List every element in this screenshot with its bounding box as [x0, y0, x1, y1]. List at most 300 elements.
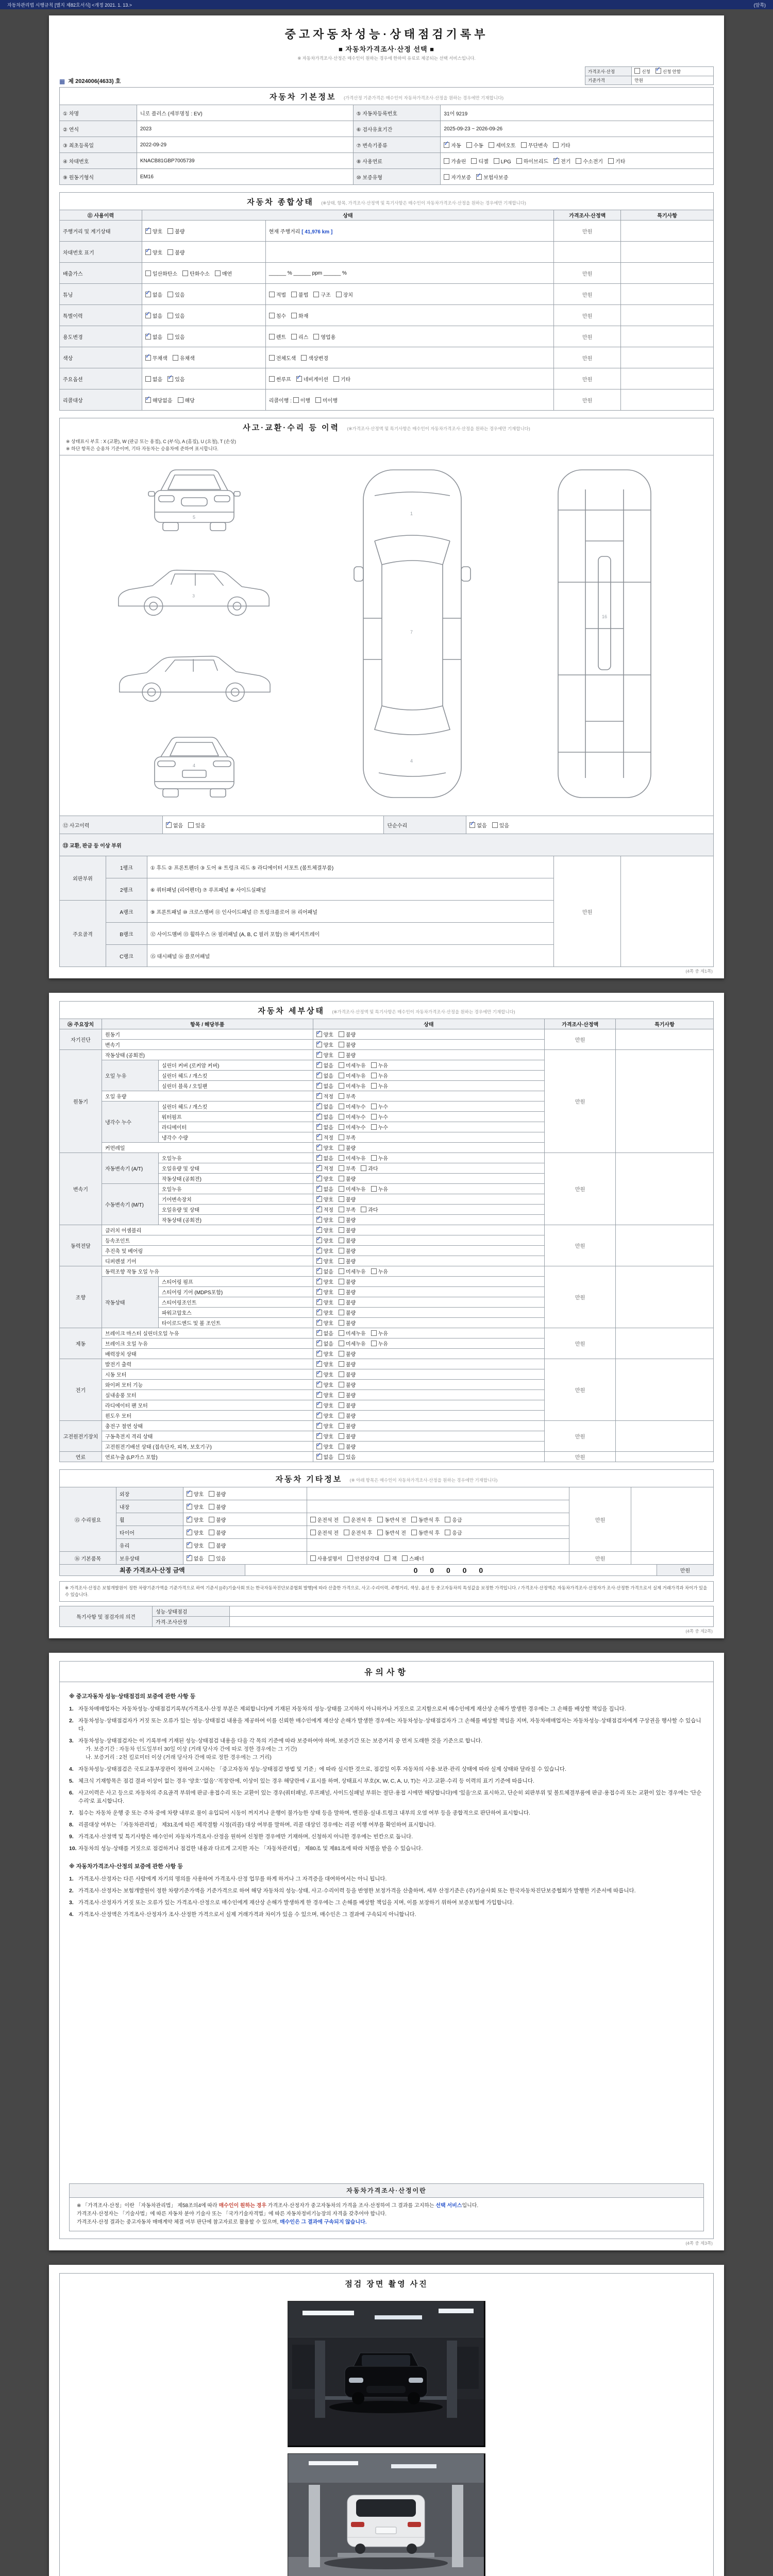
detail-row — [60, 1153, 714, 1163]
checkbox — [494, 158, 499, 164]
checkbox-option: ✓ 양호 — [316, 1175, 333, 1182]
checkbox — [145, 355, 151, 361]
checkbox-option: 불량 — [209, 1516, 226, 1523]
section-title: 사고·교환·수리 등 이력 — [243, 423, 340, 432]
definition-box-title: 자동차가격조사·산정이란 — [70, 2184, 703, 2198]
checkbox-option: ✓ 양호 — [316, 1381, 333, 1388]
other-group-label: ⑯ 기본품목 — [60, 1552, 116, 1565]
field-label: 색상 — [60, 347, 142, 368]
checkbox-option: 운전석 전 — [310, 1529, 339, 1536]
checkbox — [316, 1330, 322, 1336]
status-options — [183, 1552, 307, 1565]
note-cell — [621, 368, 714, 389]
checkbox — [316, 1145, 322, 1150]
item-label: 변속기 — [102, 1040, 313, 1050]
status-options — [313, 1194, 545, 1205]
checkbox-option: ✓ 없음 — [316, 1082, 333, 1090]
field-label: 성능·상태점검 — [153, 1606, 230, 1617]
notice-title: 유의사항 — [59, 1661, 714, 1682]
checkbox — [371, 1104, 377, 1109]
checkbox-option: 불량 — [209, 1541, 226, 1549]
sub-group-label: 냉각수 누수 — [102, 1101, 158, 1143]
checkbox — [377, 1517, 383, 1522]
field-value — [230, 1606, 714, 1617]
checkbox — [316, 1268, 322, 1274]
detail-row — [60, 1421, 714, 1431]
checkbox-option: 있음 — [188, 821, 205, 829]
status-options — [313, 1411, 545, 1421]
section-header-basic-info — [59, 87, 714, 105]
status-options — [313, 1184, 545, 1194]
basic-info-row — [60, 137, 714, 153]
item-label: 작동상태 (공회전) — [158, 1215, 313, 1225]
checkbox-option: 가솔린 — [444, 157, 466, 165]
extra-options — [265, 242, 554, 263]
checkbox-option: 침수 — [269, 312, 286, 319]
price-cell: 만원 — [545, 1225, 616, 1266]
item-label: 충전구 절연 상태 — [102, 1421, 313, 1431]
select-box-row — [585, 76, 714, 85]
checkbox — [291, 313, 297, 318]
checkbox — [344, 1530, 349, 1535]
detail-row — [60, 1328, 714, 1338]
checkbox-option: ✓ 없음 — [469, 821, 486, 829]
checkbox — [339, 1351, 344, 1357]
checkbox — [339, 1330, 344, 1336]
car-rear-view-diagram — [145, 730, 243, 807]
definition-line: ※ 「가격조사·산정」이란 「자동차관리법」 제58조의4에 따라 매수인이 원하는 경우 가격조사·산정자가 중고자동차의 가격을 조사·산정하여 그 결과를 고지하는 선택 서비스입니다. — [77, 2203, 479, 2209]
checkbox-option: ✓ 양호 — [316, 1278, 333, 1285]
checkbox — [145, 270, 151, 276]
table-header-row — [60, 1019, 714, 1029]
checkbox — [316, 1351, 322, 1357]
checkbox — [316, 1104, 322, 1109]
rank-label: C랭크 — [106, 945, 147, 967]
checkbox-option: 누유 — [371, 1072, 388, 1079]
checkbox-option: ✓ 양호 — [145, 248, 162, 256]
price-cell: 만원 — [554, 326, 621, 347]
form-code-text: 자동차관리법 시행규칙 [별지 제82호서식] <개정 2021. 1. 13.> — [7, 2, 132, 8]
checkbox — [316, 1031, 322, 1037]
checkbox-option: 불량 — [339, 1195, 356, 1203]
checkbox — [339, 1145, 344, 1150]
checkbox-option: ✓ 없음 — [316, 1123, 333, 1131]
checkbox-option: ✓ 양호 — [316, 1144, 333, 1151]
field-value: 2025-09-23 ~ 2026-09-26 — [441, 121, 714, 137]
device-group-label: 자기진단 — [60, 1029, 102, 1050]
checkbox — [209, 1517, 214, 1522]
column-header: 상태 — [142, 210, 553, 221]
checkbox — [313, 292, 319, 297]
legend-line-1: ※ 상태표시 부호 : X (교환), W (판금 또는 용접), C (부식), A (흠집), U (요철), T (손상) — [66, 439, 236, 444]
field-value — [441, 169, 714, 185]
checkbox — [371, 1073, 377, 1078]
checkbox-option: ✓ 양호 — [187, 1490, 204, 1498]
checkbox-option: 불법 — [291, 291, 308, 298]
checkbox-option: ✓ 양호 — [187, 1529, 204, 1536]
field-value: 31어 9219 — [441, 105, 714, 121]
checkbox — [173, 355, 178, 361]
checkbox — [339, 1104, 344, 1109]
checkbox-option: ✓ 양호 — [316, 1298, 333, 1306]
detail-row — [60, 1050, 714, 1060]
status-options — [313, 1143, 545, 1153]
item-label: 작동상태 (공회전) — [102, 1050, 313, 1060]
parts-list: ⑨ 프론트패널 ⑩ 크로스멤버 ⑪ 인사이드패널 ⑰ 트렁크플로어 ⑱ 리어패널 — [147, 901, 553, 923]
exchange-label-row: ⑬ 교환, 판금 등 이상 부위 — [60, 834, 714, 856]
field-label: ⑦ 변속기종류 — [353, 137, 441, 153]
notice-item: 2. 자동차성능·상태점검자가 거짓 또는 오류가 있는 성능·상태점검 내용을 제공하여 이를 신뢰한 매수인에게 재산상 손해가 발생한 경우에는 자동차성능·상태점검자가 그 손해를 배상할 책임을 지며, 자동차매매업자는 자동차성능·상태점검자에게 구상권을 행사할 수 있습니다. — [69, 1718, 701, 1732]
checkbox-option: 불량 — [339, 1319, 356, 1327]
checkbox-option: ✓ 무채색 — [145, 354, 167, 362]
status-options — [313, 1390, 545, 1400]
note-cell — [621, 242, 714, 263]
checkbox-option: ✓ 양호 — [316, 1288, 333, 1296]
checkbox-option: 응급 — [445, 1516, 462, 1523]
checkbox — [339, 1238, 344, 1243]
status-options — [313, 1060, 545, 1071]
item-label: 원동기 — [102, 1029, 313, 1040]
field-label: 주행거리 및 계기상태 — [60, 221, 142, 242]
field-label: 리콜대상 — [60, 389, 142, 411]
page-side-marker: (앞쪽) — [753, 2, 766, 8]
item-label: 오일 유량 — [102, 1091, 313, 1101]
checkbox — [466, 142, 472, 148]
checkbox-option: 과다 — [361, 1164, 378, 1172]
device-group-label: 조향 — [60, 1266, 102, 1328]
checkbox-option: ✓ 양호 — [187, 1503, 204, 1511]
basic-info-row — [60, 121, 714, 137]
checkbox-option: 스패너 — [402, 1554, 424, 1562]
checkbox-option: 미세누유 — [339, 1185, 366, 1193]
checkbox-option: 안전삼각대 — [347, 1554, 379, 1562]
checkbox-option: 무단변속 — [521, 141, 548, 149]
checkbox-option: 불량 — [339, 1401, 356, 1409]
note-cell — [621, 347, 714, 368]
checkbox — [339, 1423, 344, 1429]
checkbox — [377, 1530, 383, 1535]
checkbox — [187, 1491, 192, 1497]
status-options — [313, 1112, 545, 1122]
checkbox-option: 부족 — [339, 1092, 356, 1100]
checkbox — [209, 1530, 214, 1535]
checkbox-option: 있음 — [167, 312, 184, 319]
checkbox — [339, 1052, 344, 1058]
checkbox — [269, 313, 275, 318]
checkbox — [316, 1341, 322, 1346]
device-group-label: 연료 — [60, 1452, 102, 1462]
detail-row — [60, 1452, 714, 1462]
extra-options — [307, 1513, 569, 1526]
checkbox-option: ✓ 양호 — [316, 1309, 333, 1316]
extra-options — [265, 368, 554, 389]
mileage-value: [ 41,976 km ] — [301, 229, 333, 235]
status-options — [313, 1029, 545, 1040]
checkbox-option: 불량 — [339, 1381, 356, 1388]
device-group-label: 고전원전기장치 — [60, 1421, 102, 1452]
price-cell: 만원 — [569, 1552, 631, 1565]
parts-row — [60, 856, 714, 878]
device-group-label: 원동기 — [60, 1050, 102, 1153]
status-options — [183, 1539, 307, 1552]
checkbox-option: ✓ 자동 — [444, 141, 461, 149]
checkbox — [402, 1555, 408, 1561]
note-cell — [621, 326, 714, 347]
checkbox-option: 불량 — [167, 227, 184, 235]
section-header-overall — [59, 192, 714, 210]
field-value: KNACB81GBP7005739 — [137, 153, 353, 169]
checkbox — [187, 1530, 192, 1535]
item-label: 스티어링조인트 — [158, 1297, 313, 1308]
field-sub-label: 현재 주행거리 — [268, 229, 300, 235]
checkbox-option: 이행 — [293, 396, 310, 404]
status-options — [142, 284, 265, 305]
opinion-row — [60, 1606, 714, 1617]
checkbox-option: ✓ 없음 — [316, 1103, 333, 1110]
item-label: 스티어링 기어 (MDPS포함) — [158, 1287, 313, 1297]
checkbox-option: ✓ 양호 — [187, 1516, 204, 1523]
extra-options — [265, 389, 554, 411]
page-marker: (4쪽 중 제3쪽) — [685, 2241, 713, 2246]
final-price-value: 0 0 0 0 0 — [245, 1565, 657, 1576]
checkbox-option: ✓ 없음 — [316, 1185, 333, 1193]
checkbox — [167, 292, 173, 297]
note-cell — [616, 1153, 714, 1225]
notice-body — [59, 1682, 714, 2239]
item-label: 타이로드엔드 및 볼 조인트 — [158, 1318, 313, 1328]
note-cell — [621, 305, 714, 326]
field-label: ⑤ 자동차등록번호 — [353, 105, 441, 121]
part-group-label: 외판부위 — [60, 856, 106, 901]
status-options — [313, 1442, 545, 1452]
status-options — [313, 1421, 545, 1431]
extra-options — [307, 1526, 569, 1539]
checkbox-option: 불량 — [339, 1278, 356, 1285]
page-3 — [49, 1653, 724, 2250]
field-label: 차대번호 표기 — [60, 242, 142, 263]
checkbox — [316, 1165, 322, 1171]
detail-condition-table — [59, 1019, 714, 1462]
checkbox — [339, 1433, 344, 1439]
price-cell: 만원 — [569, 1487, 631, 1552]
checkbox — [315, 397, 321, 403]
checkbox — [371, 1124, 377, 1130]
checkbox-option: ✓ 양호 — [316, 1370, 333, 1378]
price-cell: 만원 — [554, 305, 621, 326]
checkbox — [316, 1196, 322, 1202]
checkbox-option: ✓ 양호 — [316, 1443, 333, 1450]
checkbox — [316, 1361, 322, 1367]
item-label: 오일유량 및 상태 — [158, 1163, 313, 1174]
item-label: 파워고압호스 — [158, 1308, 313, 1318]
overall-condition-table — [59, 210, 714, 411]
checkbox-option: 불량 — [209, 1490, 226, 1498]
checkbox — [339, 1392, 344, 1398]
checkbox — [178, 397, 183, 403]
checkbox-option: 적법 — [269, 291, 286, 298]
extra-options — [265, 347, 554, 368]
extra-options — [265, 221, 554, 242]
price-cell: 만원 — [545, 1050, 616, 1153]
status-options — [313, 1246, 545, 1256]
checkbox — [339, 1444, 344, 1449]
checkbox — [371, 1341, 377, 1346]
checkbox-option: ✓ 양호 — [316, 1319, 333, 1327]
checkbox — [269, 334, 275, 340]
checkbox — [339, 1310, 344, 1315]
item-label: 휠 — [116, 1513, 183, 1526]
checkbox — [291, 334, 297, 340]
inspector-opinion-table — [59, 1606, 714, 1627]
status-options — [183, 1487, 307, 1500]
item-label: 윈도우 모터 — [102, 1411, 313, 1421]
section-title: 점검 장면 촬영 사진 — [345, 2280, 428, 2289]
checkbox-option: 누유 — [371, 1061, 388, 1069]
checkbox-option: ✓ 없음 — [166, 821, 183, 829]
spacer — [69, 1922, 704, 2176]
parts-list: ⑥ 쿼터패널 (리어펜더) ⑦ 루프패널 ⑧ 사이드실패널 — [147, 878, 553, 901]
checkbox — [444, 142, 449, 148]
checkbox-option: 불량 — [339, 1144, 356, 1151]
rank-label: B랭크 — [106, 923, 147, 945]
item-label: 배력장치 상태 — [102, 1349, 313, 1359]
checkbox — [209, 1491, 214, 1497]
status-options — [313, 1153, 545, 1163]
checkbox-option: ✓ 양호 — [316, 1226, 333, 1234]
checkbox — [521, 142, 527, 148]
checkbox — [371, 1062, 377, 1068]
checkbox-option: 누유 — [371, 1267, 388, 1275]
note-cell — [616, 1029, 714, 1050]
item-label: 워터펌프 — [158, 1112, 313, 1122]
checkbox — [445, 1530, 450, 1535]
checkbox-option: 있음 — [492, 821, 509, 829]
extra-options — [307, 1552, 569, 1565]
car-front-view-diagram — [145, 464, 243, 541]
checkbox — [209, 1504, 214, 1510]
checkbox — [371, 1330, 377, 1336]
field-label: 가격조사·산정 — [585, 67, 632, 76]
notice-item: 7. 침수는 자동차 운행 중 또는 주차 중에 차량 내부로 물이 유입되어 시동이 꺼지거나 운행이 불가능한 상태 등을 말하며, 엔진룸·실내·트렁크 내부의 오염 여부 등을 종합적으로 판단하여 표시합니다. — [69, 1810, 530, 1816]
status-options — [313, 1266, 545, 1277]
checkbox-option: 색상변경 — [301, 354, 328, 362]
checkbox-option: 운전석 후 — [344, 1516, 372, 1523]
checkbox-option: 과다 — [361, 1206, 378, 1213]
item-label: 실린더 헤드 / 개스킷 — [158, 1101, 313, 1112]
checkbox — [316, 1052, 322, 1058]
status-options — [313, 1297, 545, 1308]
checkbox — [166, 822, 172, 828]
document-icon: ▦ — [59, 78, 65, 85]
checkbox-option: 불량 — [339, 1247, 356, 1255]
price-survey-definition-box — [69, 2183, 704, 2231]
field-value: 니로 플러스 (세부명칭 : EV) — [137, 105, 353, 121]
checkbox-option: ✓ 양호 — [316, 1030, 333, 1038]
checkbox-option: 부족 — [339, 1133, 356, 1141]
opinion-row — [60, 1617, 714, 1627]
select-box-row — [585, 67, 714, 76]
checkbox — [215, 270, 221, 276]
checkbox-option: 미세누수 — [339, 1113, 366, 1121]
checkbox — [291, 292, 297, 297]
column-header: 가격조사·산정액 — [545, 1019, 616, 1029]
checkbox-option: 불량 — [339, 1370, 356, 1378]
car-right-side-view-diagram — [109, 645, 279, 713]
extra-options — [307, 1539, 569, 1552]
status-options — [313, 1318, 545, 1328]
other-row — [60, 1552, 714, 1565]
diagram-left-column — [109, 464, 279, 807]
column-header: ⑪ 사용이력 — [60, 210, 142, 221]
status-code-legend — [59, 435, 714, 455]
item-label: 라디에이터 팬 모터 — [102, 1400, 313, 1411]
checkbox-option: 불량 — [339, 1309, 356, 1316]
checkbox — [316, 1258, 322, 1264]
checkbox-option: ✓ 양호 — [316, 1051, 333, 1059]
checkbox-option: 디젤 — [471, 157, 488, 165]
item-label: 기어변속장치 — [158, 1194, 313, 1205]
field-label: 특별이력 — [60, 305, 142, 326]
checkbox-option: ✓ 없음 — [145, 312, 162, 319]
item-label: 유리 — [116, 1539, 183, 1552]
checkbox — [339, 1341, 344, 1346]
price-cell: 만원 — [554, 347, 621, 368]
overall-row — [60, 242, 714, 263]
checkbox — [492, 822, 498, 828]
column-header: ⑭ 주요장치 — [60, 1019, 102, 1029]
checkbox-option: ✓ 있음 — [167, 375, 184, 383]
document-note: ※ 자동차가격조사·산정은 매수인이 원하는 경우에 한하여 유료로 제공되는 선택 서비스입니다. — [297, 56, 476, 61]
checkbox-option: 미세누유 — [339, 1061, 366, 1069]
status-options — [466, 816, 714, 834]
checkbox — [316, 1371, 322, 1377]
field-label: ④ 차대번호 — [60, 153, 137, 169]
item-label: 추진축 및 베어링 — [102, 1246, 313, 1256]
checkbox-option: ✓ 양호 — [187, 1541, 204, 1549]
item-label: 보유상태 — [116, 1552, 183, 1565]
price-cell: 만원 — [554, 389, 621, 411]
checkbox — [188, 822, 194, 828]
checkbox-option: ✓ 없음 — [316, 1061, 333, 1069]
checkbox — [316, 1454, 322, 1460]
sub-group-label: 자동변속기 (A/T) — [102, 1153, 158, 1184]
checkbox — [316, 1042, 322, 1047]
checkbox-option: ✓ 보험사보증 — [476, 173, 508, 181]
status-options — [142, 242, 265, 263]
checkbox — [371, 1083, 377, 1089]
document-subtitle: ■ 자동차가격조사·산정 선택 ■ — [338, 45, 434, 53]
checkbox-option: 미세누수 — [339, 1123, 366, 1131]
note-cell — [616, 1050, 714, 1153]
checkbox — [634, 68, 640, 74]
checkbox-option: ✓ 없음 — [316, 1113, 333, 1121]
status-options — [313, 1452, 545, 1462]
checkbox-option: 불량 — [339, 1298, 356, 1306]
item-label: 오일누유 — [158, 1184, 313, 1194]
item-label: 오일누유 — [158, 1153, 313, 1163]
field-label: 단순수리 — [384, 816, 466, 834]
notice-item: 10. 자동차의 성능·상태를 거짓으로 점검하거나 점검한 내용과 다르게 고지한 자는 「자동차관리법」 제80조 및 제81조에 따라 처벌을 받을 수 있습니다. — [69, 1845, 423, 1852]
checkbox-option: ✓ 적정 — [316, 1164, 333, 1172]
checkbox — [471, 158, 477, 164]
checkbox-option: 수동 — [466, 141, 483, 149]
checkbox — [310, 1530, 316, 1535]
checkbox — [316, 1402, 322, 1408]
other-info-table — [59, 1487, 714, 1565]
field-label: ① 차명 — [60, 105, 137, 121]
svg-text:7: 7 — [410, 630, 413, 635]
car-top-view-diagram — [348, 464, 477, 807]
